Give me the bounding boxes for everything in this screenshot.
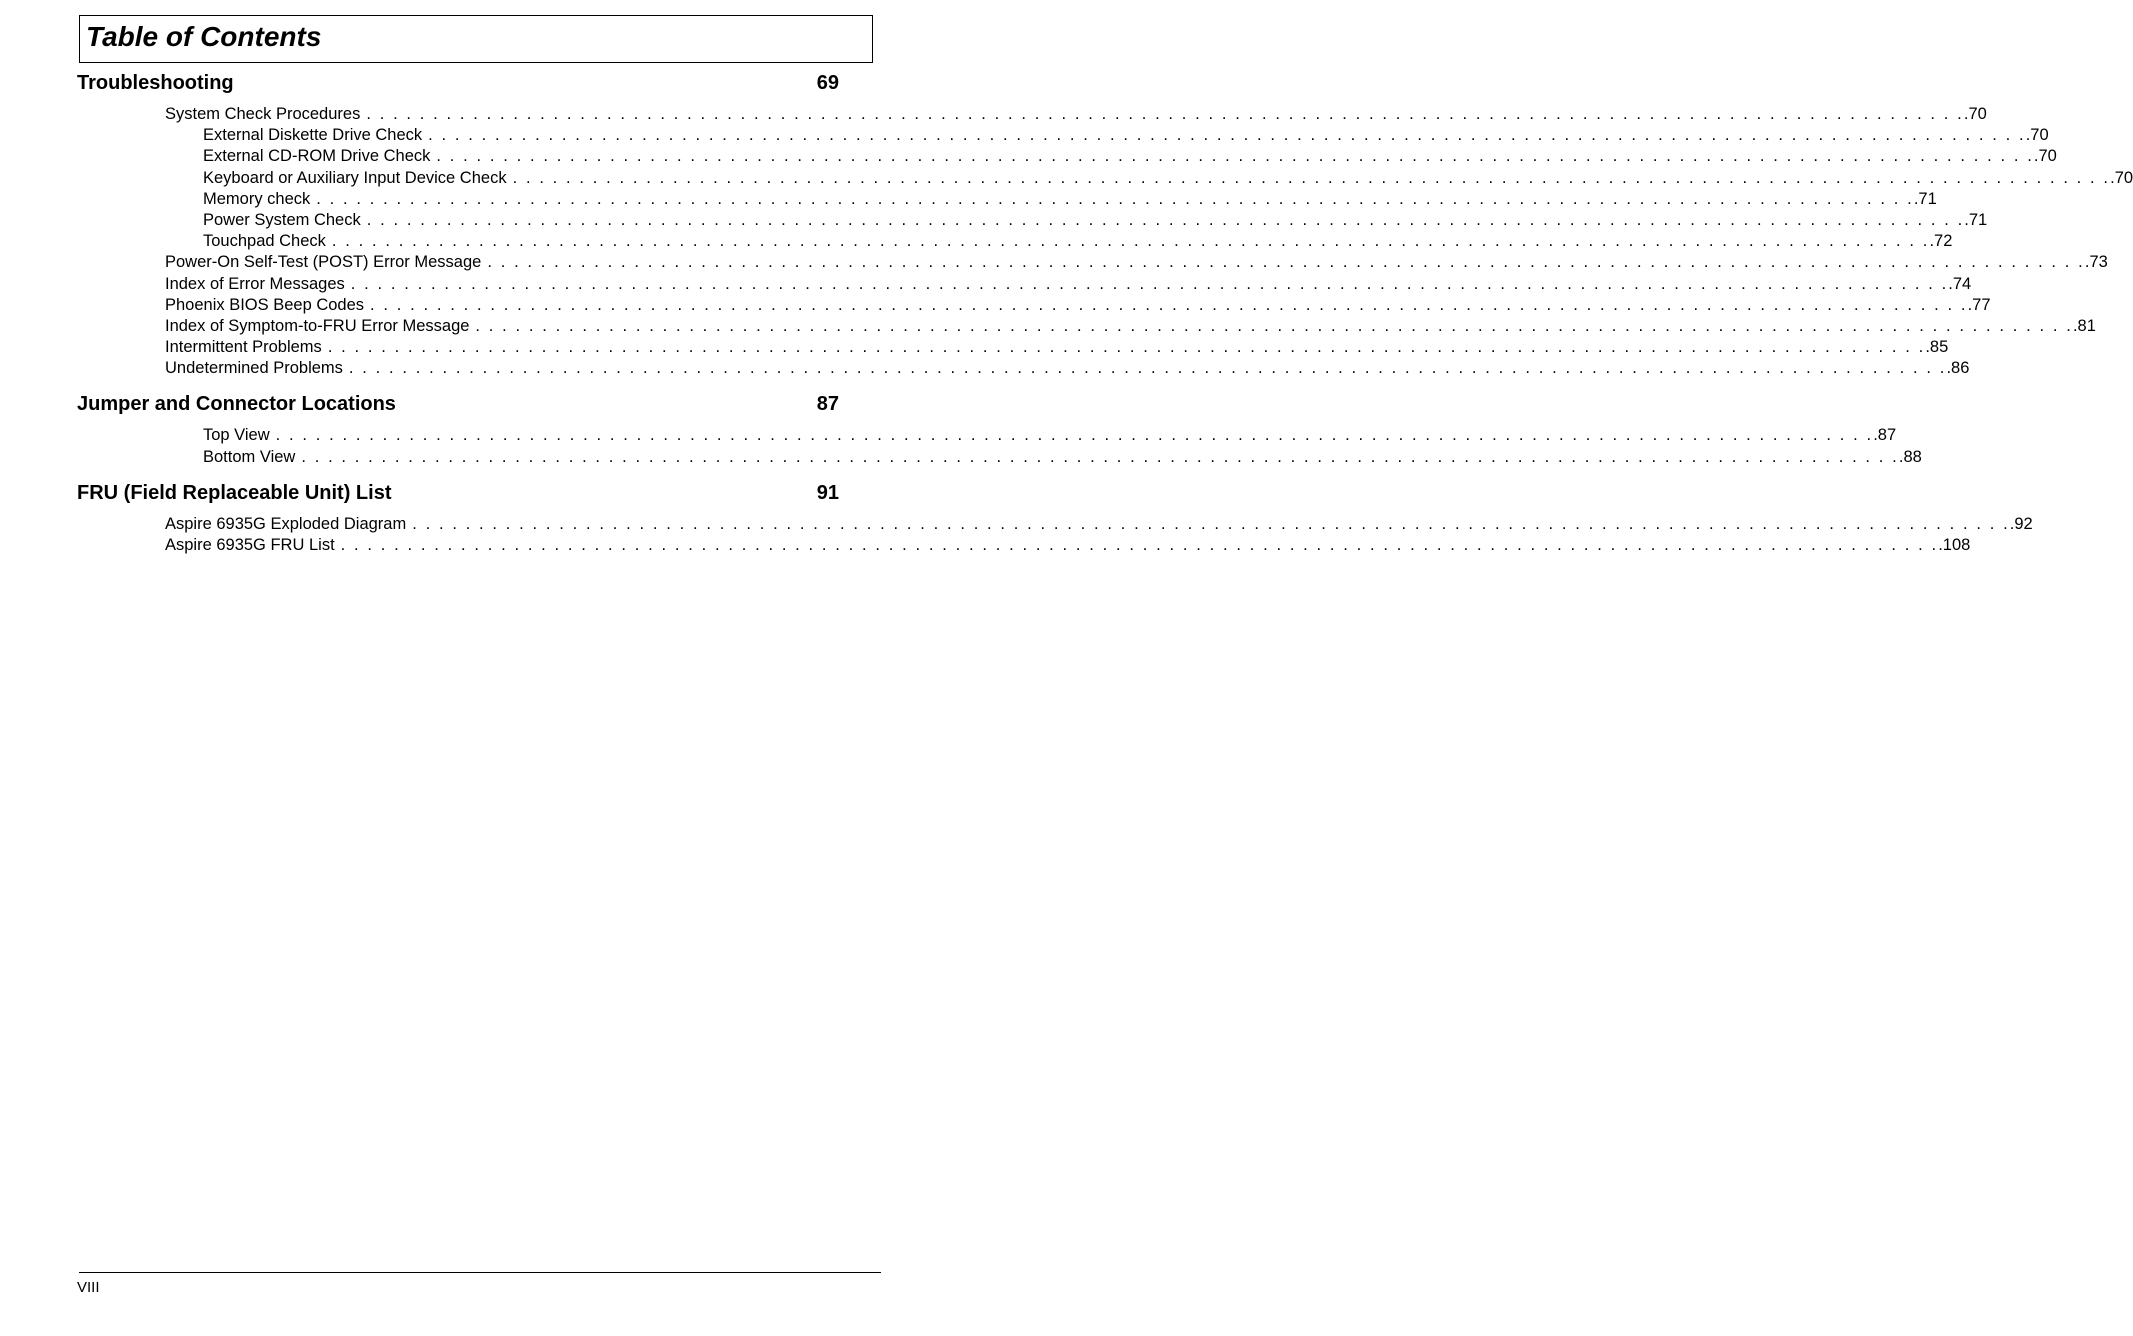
dot-leader: . . . . . . . . . . . . . . . . . . . . . . . . . . . . . . . . . . . . . . . . . . . . . . . . . . . . . . . . . . . . . . . . . . . . . . . . . . . . . . . . . . . . . . . . . . . . . . . . . . . . . . . . . . . . . . . . . . . . . . . . bbox=[512, 168, 2111, 187]
dot-leader: . . . . . . . . . . . . . . . . . . . . . . . . . . . . . . . . . . . . . . . . . . . . . . . . . . . . . . . . . . . . . . . . . . . . . . . . . . . . . . . . . . . . . . . . . . . . . . . . . . . . . . . . . . . . . . . . . . . . . . . . bbox=[301, 447, 1899, 466]
toc-entry[interactable] bbox=[77, 337, 1949, 358]
entry-label: Phoenix BIOS Beep Codes bbox=[165, 295, 365, 314]
entry-page-number: .86 bbox=[1946, 359, 1970, 378]
entry-page-number: .85 bbox=[1925, 338, 1949, 357]
toc-entry[interactable] bbox=[77, 252, 2108, 273]
dot-leader: . . . . . . . . . . . . . . . . . . . . . . . . . . . . . . . . . . . . . . . . . . . . . . . . . . . . . . . . . . . . . . . . . . . . . . . . . . . . . . . . . . . . . . . . . . . . . . . . . . . . . . . . . . . . . . . . . . . . . . . . bbox=[348, 359, 1947, 378]
entry-page-number: .73 bbox=[2084, 253, 2108, 272]
section-title: Troubleshooting bbox=[77, 72, 234, 94]
dot-leader: . . . . . . . . . . . . . . . . . . . . . . . . . . . . . . . . . . . . . . . . . . . . . . . . . . . . . . . . . . . . . . . . . . . . . . . . . . . . . . . . . . . . . . . . . . . . . . . . . . . . . . . . . . . . . . . . . . . . . . . . bbox=[487, 253, 2085, 272]
entry-label: System Check Procedures bbox=[165, 105, 361, 123]
footer-page-number: VIII bbox=[77, 1279, 100, 1296]
section-heading[interactable] bbox=[77, 391, 839, 417]
dot-leader: . . . . . . . . . . . . . . . . . . . . . . . . . . . . . . . . . . . . . . . . . . . . . . . . . . . . . . . . . . . . . . . . . . . . . . . . . . . . . . . . . . . . . . . . . . . . . . . . . . . . . . . . . . . . . . . . . . . . . . . . bbox=[428, 126, 2026, 145]
entry-page-number: .70 bbox=[2025, 126, 2049, 145]
entry-page-number: .88 bbox=[1898, 447, 1922, 466]
dot-leader: . . . . . . . . . . . . . . . . . . . . . . . . . . . . . . . . . . . . . . . . . . . . . . . . . . . . . . . . . . . . . . . . . . . . . . . . . . . . . . . . . . . . . . . . . . . . . . . . . . . . . . . . . . . . . . . . . . . . . . . . bbox=[370, 295, 1968, 314]
entry-label: Aspire 6935G FRU List bbox=[165, 536, 335, 554]
table-of-contents bbox=[77, 70, 2133, 556]
toc-entry[interactable] bbox=[77, 125, 2049, 146]
entry-label: Index of Symptom-to-FRU Error Message bbox=[165, 316, 470, 335]
dot-leader: . . . . . . . . . . . . . . . . . . . . . . . . . . . . . . . . . . . . . . . . . . . . . . . . . . . . . . . . . . . . . . . . . . . . . . . . . . . . . . . . . . . . . . . . . . . . . . . . . . . . . . . . . . . . . . . . . . . . . . . . bbox=[412, 514, 2010, 533]
toc-entry[interactable] bbox=[77, 104, 1987, 125]
entry-page-number: .72 bbox=[1929, 232, 1953, 251]
toc-entry[interactable] bbox=[77, 295, 1991, 316]
entry-label: Memory check bbox=[203, 189, 311, 208]
dot-leader: . . . . . . . . . . . . . . . . . . . . . . . . . . . . . . . . . . . . . . . . . . . . . . . . . . . . . . . . . . . . . . . . . . . . . . . . . . . . . . . . . . . . . . . . . . . . . . . . . . . . . . . . . . . . . . . . . . . . . . . . bbox=[366, 105, 1964, 123]
entry-page-number: .77 bbox=[1967, 295, 1991, 314]
toc-entry[interactable] bbox=[77, 231, 1953, 252]
entry-label: Index of Error Messages bbox=[165, 274, 345, 293]
toc-entry[interactable] bbox=[77, 146, 2057, 167]
toc-entry[interactable] bbox=[77, 316, 2096, 337]
toc-entry[interactable] bbox=[77, 447, 1922, 468]
section-title: FRU (Field Replaceable Unit) List bbox=[77, 481, 392, 504]
entry-page-number: .70 bbox=[2110, 168, 2133, 187]
entry-page-number: .71 bbox=[1964, 210, 1988, 229]
dot-leader: . . . . . . . . . . . . . . . . . . . . . . . . . . . . . . . . . . . . . . . . . . . . . . . . . . . . . . . . . . . . . . . . . . . . . . . . . . . . . . . . . . . . . . . . . . . . . . . . . . . . . . . . . . . . . . . . . . . . . . . . bbox=[331, 232, 1930, 251]
section-page-number: 91 bbox=[816, 481, 839, 504]
dot-leader: . . . . . . . . . . . . . . . . . . . . . . . . . . . . . . . . . . . . . . . . . . . . . . . . . . . . . . . . . . . . . . . . . . . . . . . . . . . . . . . . . . . . . . . . . . . . . . . . . . . . . . . . . . . . . . . . . . . . . . . . bbox=[340, 536, 1939, 554]
entry-label: Bottom View bbox=[203, 447, 296, 466]
toc-title-box bbox=[79, 15, 873, 63]
entry-label: External Diskette Drive Check bbox=[203, 126, 423, 145]
entry-label: Undetermined Problems bbox=[165, 359, 343, 378]
entry-label: Intermittent Problems bbox=[165, 338, 322, 357]
dot-leader: . . . . . . . . . . . . . . . . . . . . . . . . . . . . . . . . . . . . . . . . . . . . . . . . . . . . . . . . . . . . . . . . . . . . . . . . . . . . . . . . . . . . . . . . . . . . . . . . . . . . . . . . . . . . . . . . . . . . . . . . bbox=[366, 210, 1965, 229]
toc-entry[interactable] bbox=[77, 514, 2033, 535]
entry-page-number: .70 bbox=[1963, 105, 1987, 123]
toc-entry[interactable] bbox=[77, 168, 2133, 189]
entry-page-number: .87 bbox=[1873, 426, 1897, 445]
toc-section bbox=[77, 480, 2033, 556]
section-heading[interactable] bbox=[77, 480, 839, 506]
toc-entry[interactable] bbox=[77, 358, 1970, 379]
toc-entry[interactable] bbox=[77, 189, 1937, 210]
entry-label: Power System Check bbox=[203, 210, 361, 229]
entry-label: Power-On Self-Test (POST) Error Message bbox=[165, 253, 482, 272]
entry-page-number: .81 bbox=[2072, 316, 2096, 335]
toc-section bbox=[77, 70, 2133, 379]
toc-section bbox=[77, 391, 1922, 467]
entry-label: Top View bbox=[203, 426, 270, 445]
dot-leader: . . . . . . . . . . . . . . . . . . . . . . . . . . . . . . . . . . . . . . . . . . . . . . . . . . . . . . . . . . . . . . . . . . . . . . . . . . . . . . . . . . . . . . . . . . . . . . . . . . . . . . . . . . . . . . . . . . . . . . . . bbox=[475, 316, 2073, 335]
entry-label: External CD-ROM Drive Check bbox=[203, 147, 431, 166]
entry-label: Aspire 6935G Exploded Diagram bbox=[165, 514, 407, 533]
dot-leader: . . . . . . . . . . . . . . . . . . . . . . . . . . . . . . . . . . . . . . . . . . . . . . . . . . . . . . . . . . . . . . . . . . . . . . . . . . . . . . . . . . . . . . . . . . . . . . . . . . . . . . . . . . . . . . . . . . . . . . . . bbox=[350, 274, 1949, 293]
entry-page-number: .70 bbox=[2033, 147, 2057, 166]
toc-entry[interactable] bbox=[77, 535, 1971, 556]
entry-page-number: .108 bbox=[1938, 536, 1971, 554]
section-page-number: 69 bbox=[816, 72, 839, 94]
section-title: Jumper and Connector Locations bbox=[77, 393, 396, 416]
entry-label: Keyboard or Auxiliary Input Device Check bbox=[203, 168, 507, 187]
section-heading[interactable] bbox=[77, 70, 839, 96]
page-title: Table of Contents bbox=[86, 21, 322, 52]
toc-entry[interactable] bbox=[77, 210, 1988, 231]
toc-entry[interactable] bbox=[77, 274, 1972, 295]
entry-label: Touchpad Check bbox=[203, 232, 326, 251]
entry-page-number: .74 bbox=[1948, 274, 1972, 293]
section-page-number: 87 bbox=[816, 393, 839, 416]
dot-leader: . . . . . . . . . . . . . . . . . . . . . . . . . . . . . . . . . . . . . . . . . . . . . . . . . . . . . . . . . . . . . . . . . . . . . . . . . . . . . . . . . . . . . . . . . . . . . . . . . . . . . . . . . . . . . . . . . . . . . . . . bbox=[436, 147, 2034, 166]
dot-leader: . . . . . . . . . . . . . . . . . . . . . . . . . . . . . . . . . . . . . . . . . . . . . . . . . . . . . . . . . . . . . . . . . . . . . . . . . . . . . . . . . . . . . . . . . . . . . . . . . . . . . . . . . . . . . . . . . . . . . . . . bbox=[316, 189, 1914, 208]
entry-page-number: .92 bbox=[2009, 514, 2033, 533]
dot-leader: . . . . . . . . . . . . . . . . . . . . . . . . . . . . . . . . . . . . . . . . . . . . . . . . . . . . . . . . . . . . . . . . . . . . . . . . . . . . . . . . . . . . . . . . . . . . . . . . . . . . . . . . . . . . . . . . . . . . . . . . bbox=[275, 426, 1874, 445]
footer-divider bbox=[79, 1272, 881, 1273]
dot-leader: . . . . . . . . . . . . . . . . . . . . . . . . . . . . . . . . . . . . . . . . . . . . . . . . . . . . . . . . . . . . . . . . . . . . . . . . . . . . . . . . . . . . . . . . . . . . . . . . . . . . . . . . . . . . . . . . . . . . . . . . bbox=[327, 338, 1926, 357]
toc-entry[interactable] bbox=[77, 425, 1897, 446]
entry-page-number: .71 bbox=[1913, 189, 1937, 208]
